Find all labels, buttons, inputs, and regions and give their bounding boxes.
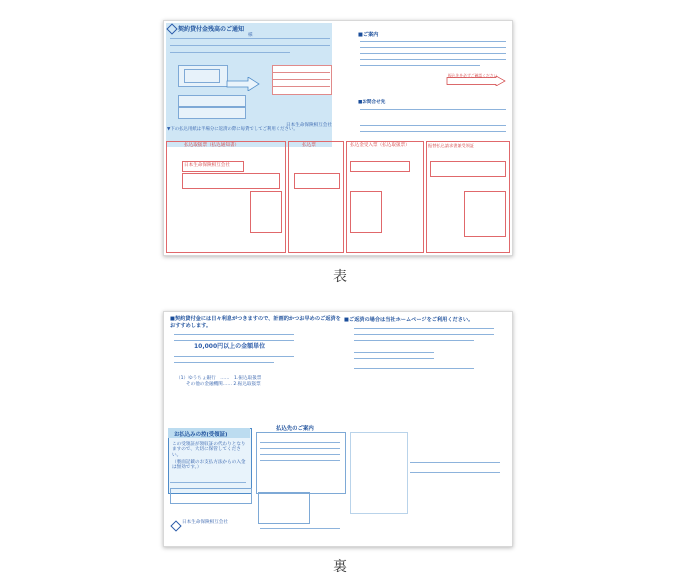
- rule: [354, 340, 474, 341]
- rule: [260, 454, 340, 455]
- inquiry-label: ■お問合せ先: [358, 100, 386, 105]
- bottom-note: ▼下の払込用紙は半場分に返済の際に毎貸でしてご利用ください。: [167, 127, 298, 132]
- arrow-right-icon: [226, 76, 260, 88]
- rule: [260, 448, 340, 449]
- rule: [360, 41, 506, 42]
- slip-proof-label: 振替払込請求書兼受領証: [428, 143, 475, 148]
- front-title: 契約貸付金残高のご通知: [178, 26, 245, 33]
- summary-box: [178, 95, 246, 107]
- receipt-box-title: お払込みの控(受領証): [174, 432, 228, 438]
- back-heading-right: ■ご返済の場合は当社ホームページをご利用ください。: [344, 317, 474, 323]
- slip-transfer-label: 払込票: [302, 143, 316, 148]
- rule: [354, 334, 494, 335]
- rule: [354, 358, 434, 359]
- rule: [170, 45, 330, 46]
- balance-table: [272, 65, 332, 95]
- rule: [170, 482, 246, 483]
- receipt-box-text: この受領証が領収証の代わりとなりますので、大切に保管してください。: [172, 442, 246, 458]
- bank-line-1: （1）ゆうちょ銀行 …… 1.振込取扱票: [176, 376, 262, 381]
- amount-grid: [464, 191, 506, 237]
- side-column: [350, 432, 408, 514]
- guide-title: 払込先のご案内: [276, 426, 314, 432]
- arrow-label: 振込先を必ずご確認ください: [448, 73, 498, 78]
- back-heading-left: ■契約貸付金には日々利息がつきますので、計画的かつお早めのご返済を おすすめします。: [170, 316, 341, 329]
- receipt-box-text2: （裏面記載のお支払方法からの入金は無効です。）: [172, 460, 246, 471]
- rule: [360, 131, 506, 132]
- front-caption: 表: [333, 269, 347, 285]
- rule: [174, 334, 294, 335]
- notice-heading: ■ご案内: [358, 32, 379, 38]
- rule: [272, 86, 330, 87]
- rule: [354, 368, 474, 369]
- logo-icon: [170, 520, 181, 531]
- rule: [174, 362, 274, 363]
- rule: [360, 109, 506, 110]
- balance-box: [184, 69, 220, 83]
- note-box: [170, 488, 252, 504]
- company-small: 日本生命保険相互会社: [286, 123, 332, 128]
- rule: [260, 528, 340, 529]
- rule: [360, 59, 506, 60]
- rule: [170, 38, 330, 39]
- back-caption: 裏: [333, 559, 347, 575]
- guide-table: [258, 492, 310, 524]
- front-sheet: [163, 20, 513, 256]
- amount-text: 10,000円以上の金額単位: [194, 343, 266, 350]
- slip-certificate-label: 払込金受入票（払込取扱票）: [350, 143, 410, 148]
- summary-box: [178, 107, 246, 119]
- rule: [410, 472, 500, 473]
- payee-name: 日本生命保険相互会社: [184, 163, 230, 168]
- rule: [360, 125, 506, 126]
- slip-receipt-label: 払込取扱票（払込通知書）: [184, 143, 240, 148]
- slip-transfer: [288, 141, 344, 253]
- bank-line-2: その他の金融機関…… 2.振込取扱票: [186, 382, 261, 387]
- amount-grid: [250, 191, 282, 233]
- addressee-suffix: 様: [248, 33, 253, 38]
- company-bottom: 日本生命保険相互会社: [182, 520, 228, 525]
- rule: [272, 72, 330, 73]
- amount-grid: [294, 173, 340, 189]
- amount-grid: [182, 173, 280, 189]
- rule: [354, 328, 494, 329]
- payee-box: [350, 161, 410, 172]
- rule: [360, 47, 506, 48]
- rule: [360, 65, 480, 66]
- rule: [174, 340, 294, 341]
- rule: [410, 462, 500, 463]
- rule: [360, 53, 506, 54]
- rule: [260, 460, 340, 461]
- rule: [272, 79, 330, 80]
- amount-grid: [430, 161, 506, 177]
- rule: [174, 356, 294, 357]
- back-sheet: [163, 311, 513, 547]
- amount-grid: [350, 191, 382, 233]
- rule: [170, 52, 290, 53]
- rule: [260, 442, 340, 443]
- rule: [354, 352, 434, 353]
